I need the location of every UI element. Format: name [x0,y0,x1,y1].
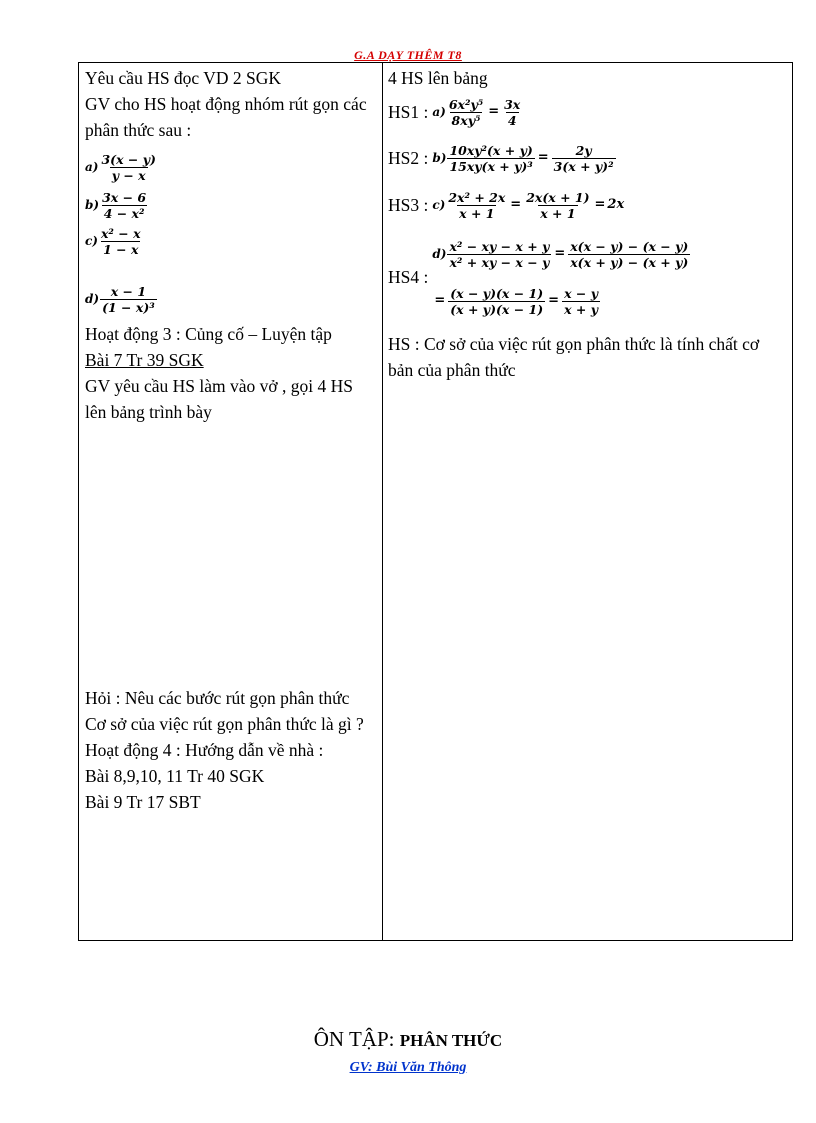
instruction-read-example: Yêu cầu HS đọc VD 2 SGK [85,68,282,88]
result: 2x [607,197,625,212]
fraction [552,143,616,174]
teacher-task: GV yêu cầu HS làm vào vở , gọi 4 HS lên bảng trình bày [85,376,354,422]
fraction [99,152,157,183]
numerator: (x − y)(x − 1) [450,285,544,301]
equals-sign: = [594,197,606,212]
numerator: x² − xy − x + y [449,238,550,254]
fraction [562,286,600,317]
fraction [447,143,534,174]
hs1-solution [388,91,788,133]
numerator: x − 1 [110,283,147,299]
part-label: b) [432,151,447,165]
numerator: 3(x − y) [101,151,156,167]
students-to-board: 4 HS lên bảng [388,68,488,88]
question-steps: Hỏi : Nêu các bước rút gọn phân thức [85,688,350,708]
part-label: a) [432,105,446,119]
question-basis: Cơ sở của việc rút gọn phân thức là gì ? [85,714,364,734]
exercise-label: d) [85,292,100,306]
fraction [524,190,591,221]
author-credit: GV: Bùi Văn Thông [349,1060,467,1075]
title-main: ÔN TẬP: [313,1027,400,1051]
numerator: x − y [564,285,598,301]
equals-sign: = [548,293,560,308]
instruction-group-work: GV cho HS hoạt động nhóm rút gọn các phân thức sau : [85,94,367,140]
exercise-label: b) [85,198,100,212]
equals-sign: = [537,150,549,165]
denominator: 15xy(x + y)³ [449,158,533,174]
denominator: 1 − x [103,241,139,257]
student-label: HS4 : [388,267,429,287]
activity-3-heading: Hoạt động 3 : Củng cố – Luyện tập [85,324,332,344]
hs2-solution [388,133,788,183]
numerator: 2x² + 2x [448,189,506,205]
hs4-step-1 [432,230,691,278]
fraction [99,226,143,257]
hs4-expression [432,230,691,324]
numerator: 2y [575,142,592,158]
numerator: 3x [504,96,521,112]
activity-4-heading: Hoạt động 4 : Hướng dẫn về nhà : [85,740,324,760]
fraction [447,97,485,128]
denominator: x + 1 [459,205,495,221]
exercise-label: a) [85,160,99,174]
lesson-table [78,62,793,941]
hs4-step-2 [432,278,691,324]
student-conclusion: HS : Cơ sở của việc rút gọn phân thức là tính chất cơ bản của phân thức [388,334,760,380]
denominator: x² + xy − x − y [449,254,550,270]
denominator: y − x [111,167,146,183]
numerator: 2x(x + 1) [526,189,590,205]
fraction [100,284,157,315]
denominator: x + y [564,301,598,317]
part-label: d) [432,247,447,261]
denominator: (1 − x)³ [102,299,155,315]
blank-space [85,425,375,685]
numerator: 3x − 6 [102,189,147,205]
denominator: 4 [507,112,517,128]
column-divider [382,63,383,940]
title-sub: PHÂN THỨC [399,1031,503,1050]
section-title [0,1027,816,1052]
student-label: HS2 : [388,148,429,168]
denominator: x + 1 [540,205,576,221]
fraction [502,97,522,128]
exercise-b [85,187,375,223]
denominator: 3(x + y)² [553,158,614,174]
fraction [446,190,507,221]
student-activity-column [388,65,788,383]
homework-2: Bài 9 Tr 17 SBT [85,792,201,812]
part-label: c) [432,198,446,212]
student-label: HS1 : [388,102,429,122]
exercise-d [85,277,375,321]
exercise-a [85,147,375,187]
numerator: x(x − y) − (x − y) [570,238,689,254]
page-header: G.A DẠY THÊM T8 [354,48,462,62]
hs4-solution [388,227,788,327]
numerator: 6x²y⁵ [448,96,484,112]
exercise-label: c) [85,234,98,248]
fraction [568,239,690,270]
equals-sign: = [510,197,522,212]
exercise-c [85,223,375,259]
denominator: x(x + y) − (x + y) [570,254,689,270]
equals-sign: = [488,104,500,119]
equals-sign: = [554,246,566,261]
fraction [447,239,551,270]
hs3-solution [388,183,788,227]
teacher-activity-column [85,65,375,815]
fraction [448,286,545,317]
denominator: (x + y)(x − 1) [450,301,544,317]
denominator: 4 − x² [103,205,145,221]
student-label: HS3 : [388,195,429,215]
numerator: 10xy²(x + y) [449,142,533,158]
equals-sign: = [434,293,446,308]
numerator: x² − x [100,225,141,241]
exercise-reference: Bài 7 Tr 39 SGK [85,350,204,370]
denominator: 8xy⁵ [451,112,481,128]
fraction [100,190,148,221]
homework-1: Bài 8,9,10, 11 Tr 40 SGK [85,766,265,786]
exercise-list [85,147,375,321]
